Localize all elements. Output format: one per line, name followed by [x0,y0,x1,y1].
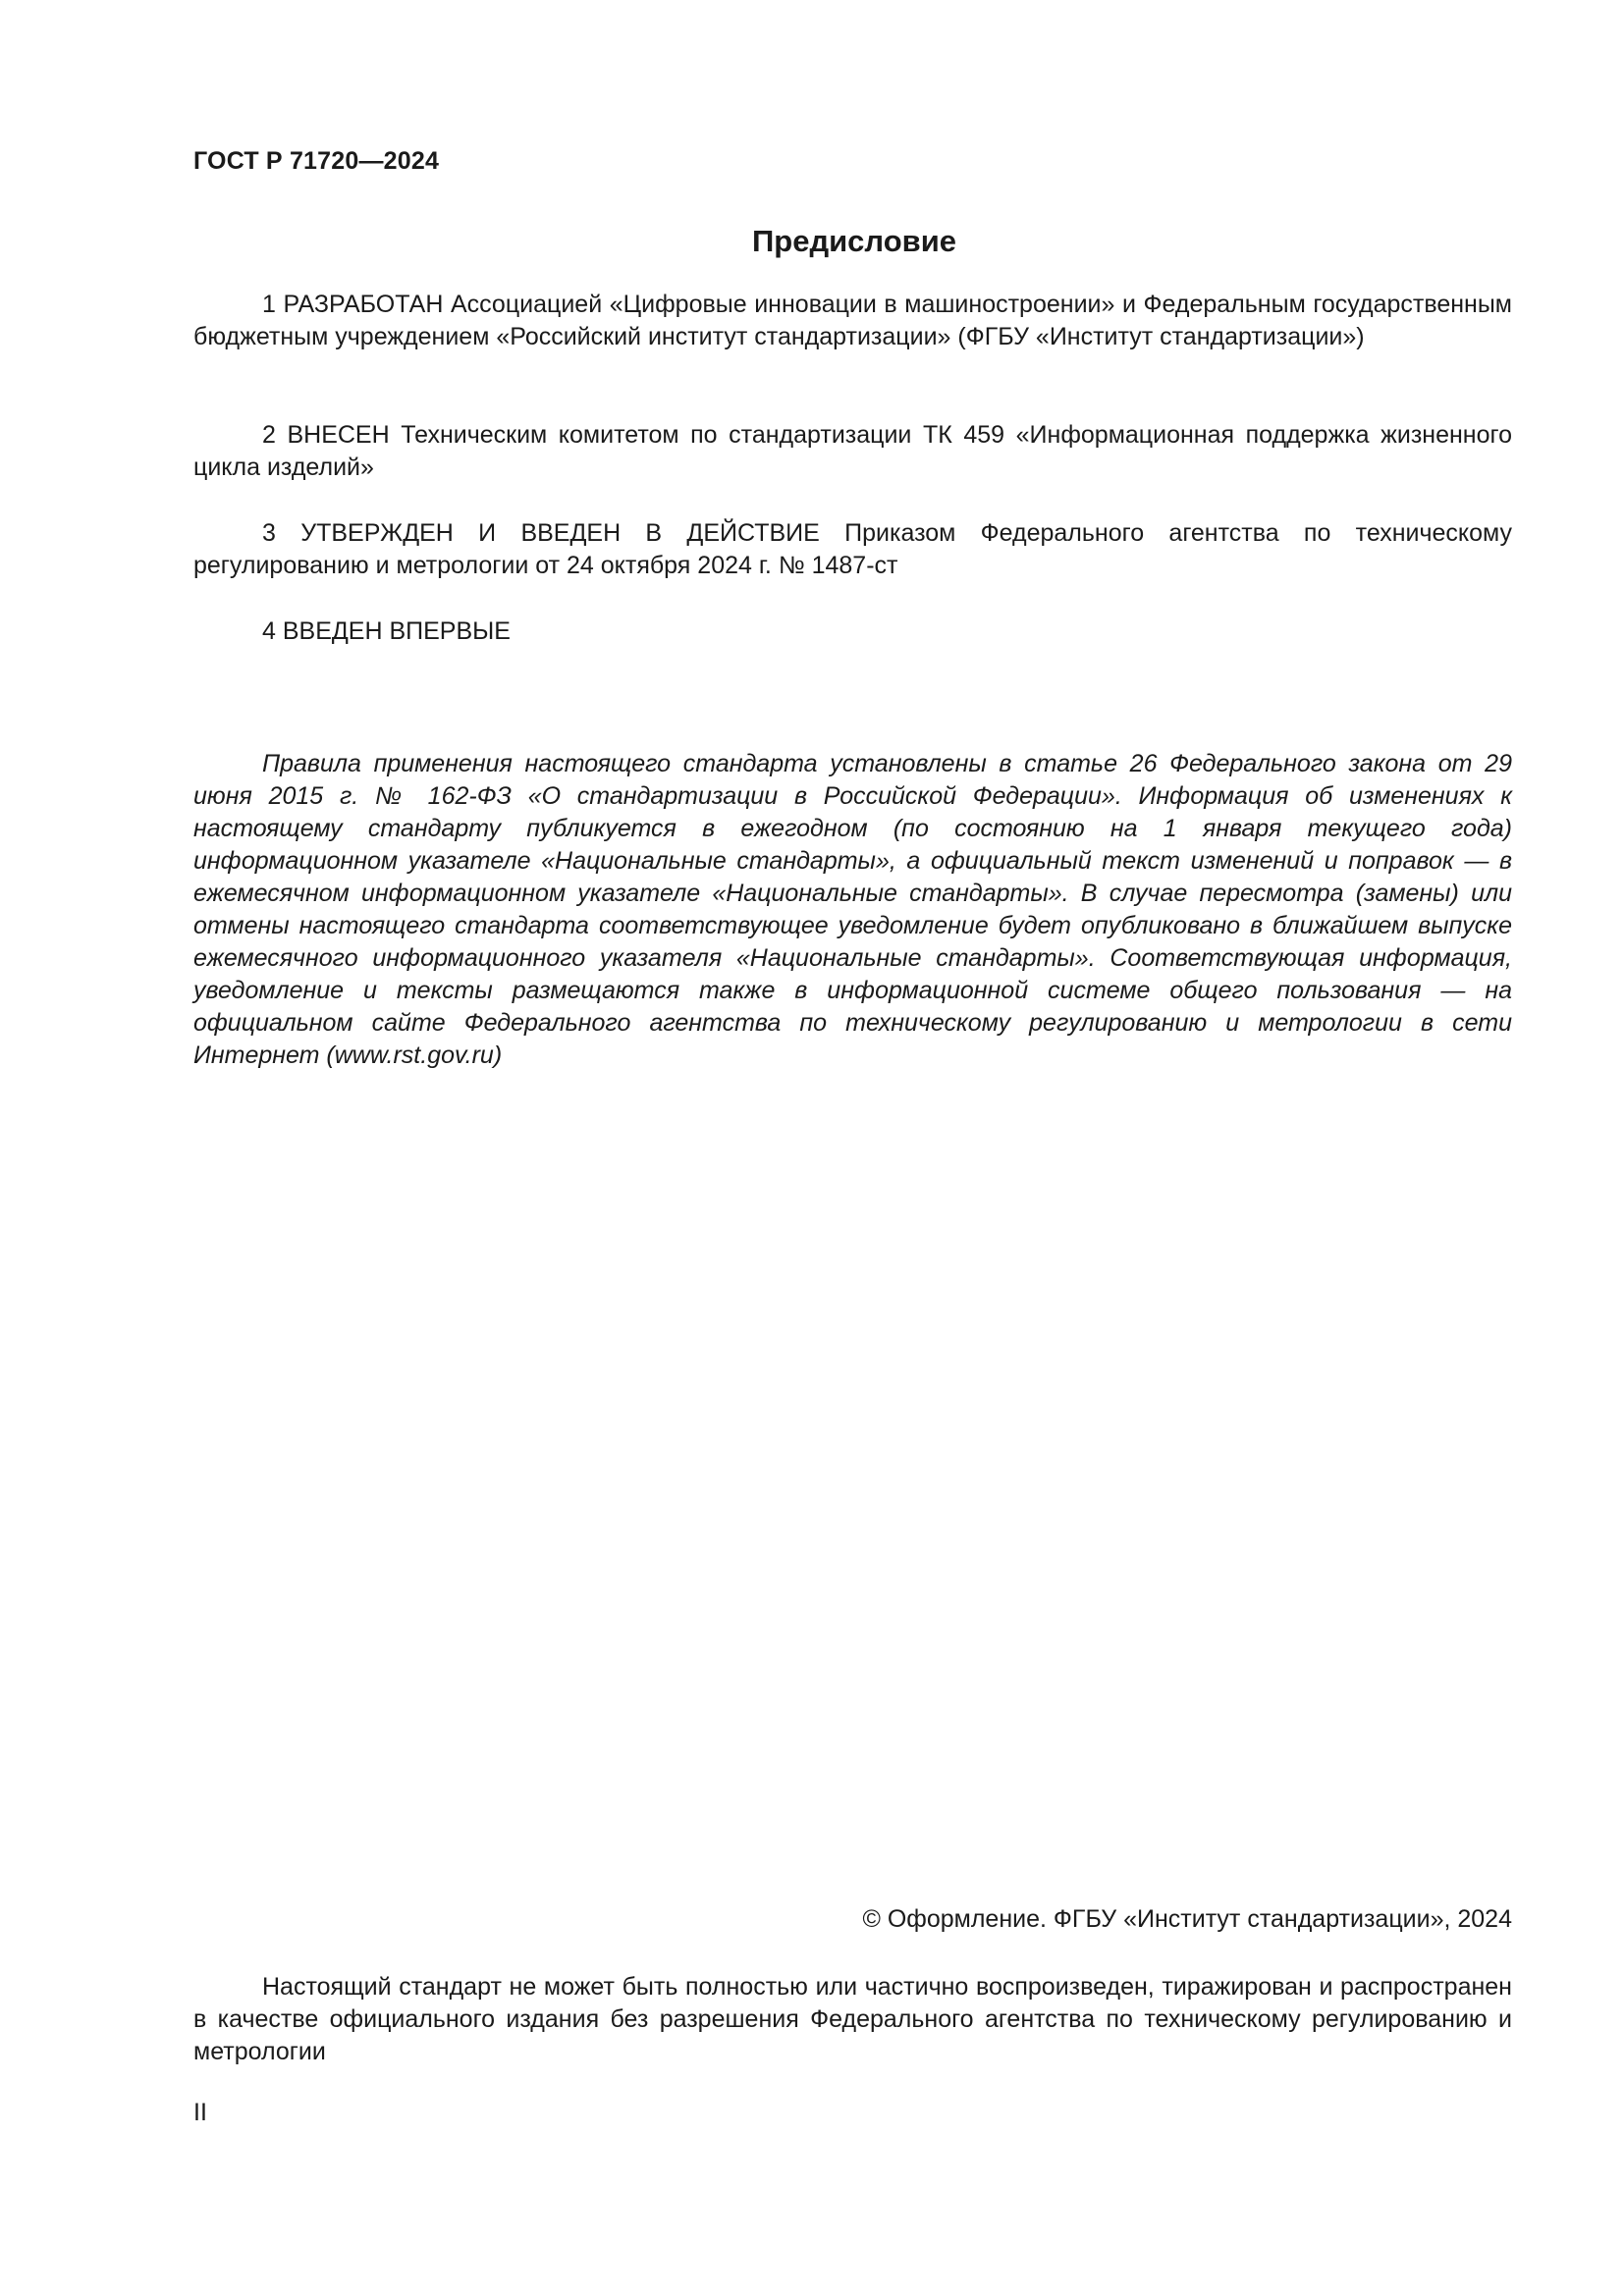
application-rules-notice [193,748,1512,1072]
reprint-notice-text: Настоящий стандарт не может быть полностью или частично воспроизведен, тиражирован и распространен в качестве официального издания без разрешения Федерального агентства по техническому регулированию и метрологии [193,1973,1512,2065]
foreword-item-3 [193,517,1512,582]
application-rules-text: Правила применения настоящего стандарта установлены в статье 26 Федерального закона от 29 июня 2015 г. № 162-ФЗ «О стандартизации в Российской Федерации». Информация об изменениях к настоящему стандарту публикуется в ежегодном (по состоянию на 1 января текущего года) информационном указателе «Национальные стандарты», а официальный текст изменений и поправок — в ежемесячном информационном указателе «Национальные стандарты». В случае пересмотра (замены) или отмены настоящего стандарта соответствующее уведомление будет опубликовано в ближайшем выпуске ежемесячного информационного указателя «Национальные стандарты». Соответствующая информация, уведомление и тексты размещаются также в информационной системе общего пользования — на официальном сайте Федерального агентства по техническому регулированию и метрологии в сети Интернет (www.rst.gov.ru) [193,750,1512,1069]
foreword-item-4 [193,615,1512,648]
copyright-line: © Оформление. ФГБУ «Институт стандартизации», 2024 [862,1905,1512,1933]
reprint-notice [193,1971,1512,2068]
foreword-item-2 [193,419,1512,484]
page-number: II [193,2099,207,2126]
foreword-item-1 [193,289,1512,353]
foreword-item-1-text: 1 РАЗРАБОТАН Ассоциацией «Цифровые инновации в машиностроении» и Федеральным государственным бюджетным учреждением «Российский институт стандартизации» (ФГБУ «Институт стандартизации») [193,291,1512,350]
foreword-item-4-text: 4 ВВЕДЕН ВПЕРВЫЕ [262,617,511,645]
foreword-item-2-text: 2 ВНЕСЕН Техническим комитетом по стандартизации ТК 459 «Информационная поддержка жизненного цикла изделий» [193,421,1512,481]
foreword-item-3-text: 3 УТВЕРЖДЕН И ВВЕДЕН В ДЕЙСТВИЕ Приказом Федерального агентства по техническому регулированию и метрологии от 24 октября 2024 г. № 1487-ст [193,519,1512,579]
document-code: ГОСТ Р 71720—2024 [193,147,440,175]
section-title: Предисловие [751,224,956,258]
